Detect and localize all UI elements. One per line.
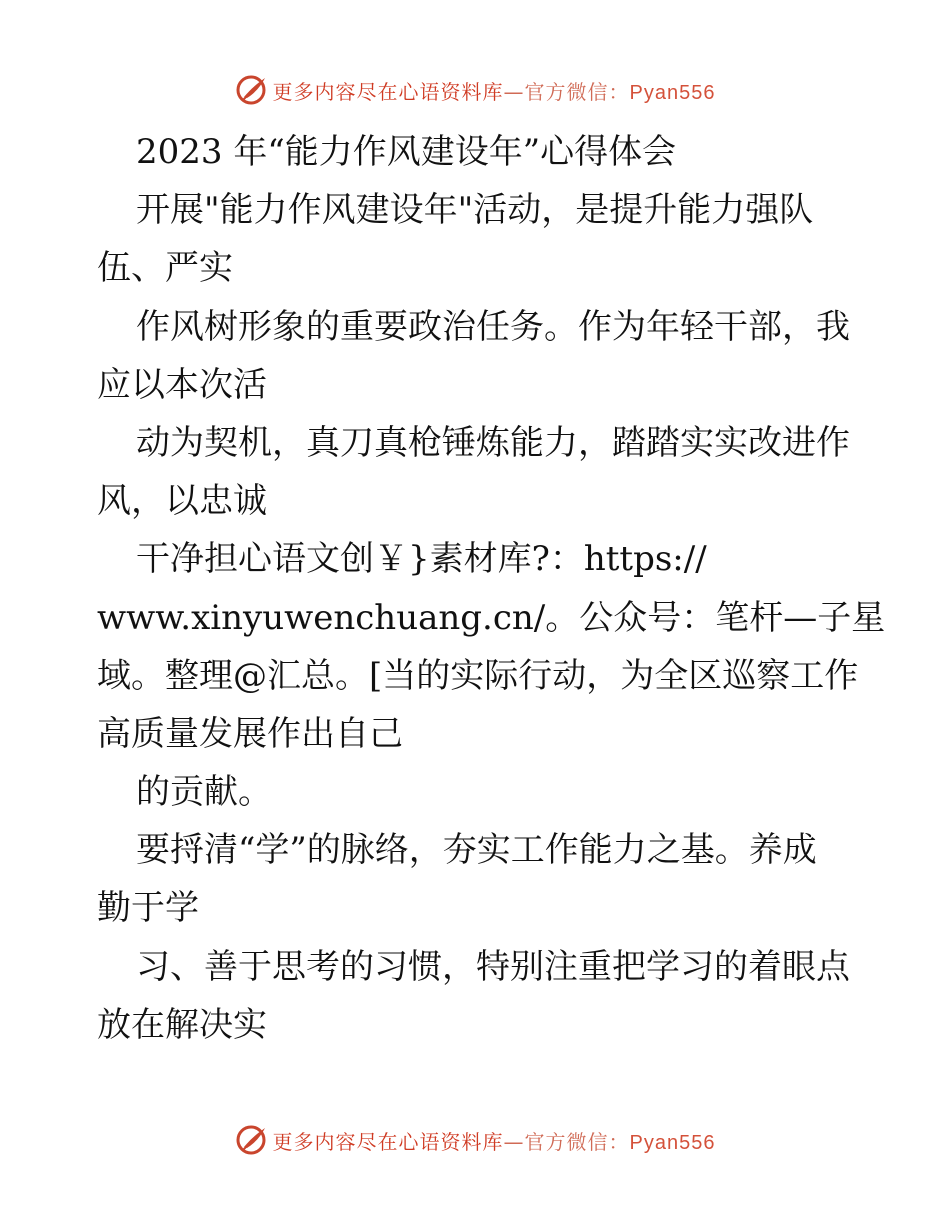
text-line: 高质量发展作出自己 <box>97 713 403 754</box>
banner-official: 官方微信： <box>524 1129 630 1154</box>
quill-logo-icon <box>235 1123 269 1157</box>
text-line: 的贡献。 <box>136 772 272 813</box>
banner-text <box>273 76 716 105</box>
text-line: 作风树形象的重要政治任务。作为年轻干部，我 <box>136 306 850 347</box>
text-line: 伍、严实 <box>97 248 233 289</box>
banner-text <box>273 1126 716 1155</box>
text-line: 域。整理@汇总。[当的实际行动，为全区巡察工作 <box>97 655 859 696</box>
text-line: 习、善于思考的习惯，特别注重把学习的着眼点 <box>136 946 850 987</box>
banner-account: Pyan556 <box>629 1131 716 1154</box>
banner-main: 更多内容尽在心语资料库 <box>272 1129 504 1154</box>
banner-dash: — <box>503 79 525 104</box>
banner-main: 更多内容尽在心语资料库 <box>272 79 504 104</box>
banner-dash: — <box>503 1129 525 1154</box>
text-line: 勤于学 <box>97 888 199 929</box>
text-line: 风，以忠诚 <box>97 481 267 522</box>
text-line: 应以本次活 <box>97 364 267 405</box>
quill-logo-icon <box>235 73 269 107</box>
text-line: www.xinyuwenchuang.cn/。公众号：笔杆—子星 <box>97 597 886 638</box>
footer-watermark <box>0 1120 950 1160</box>
text-line: 动为契机，真刀真枪锤炼能力，踏踏实实改进作 <box>136 422 850 463</box>
text-line: 放在解决实 <box>97 1004 267 1045</box>
text-line: 开展"能力作风建设年"活动，是提升能力强队 <box>136 190 814 231</box>
text-line: 要捋清“学”的脉络，夯实工作能力之基。养成 <box>136 830 817 871</box>
document-body <box>97 123 886 1054</box>
document-title: 2023 年“能力作风建设年”心得体会 <box>136 132 677 172</box>
header-watermark <box>0 70 950 110</box>
banner-official: 官方微信： <box>524 79 630 104</box>
text-line: 干净担心语文创￥}素材库?：https:// <box>136 539 707 580</box>
banner-account: Pyan556 <box>629 81 716 104</box>
